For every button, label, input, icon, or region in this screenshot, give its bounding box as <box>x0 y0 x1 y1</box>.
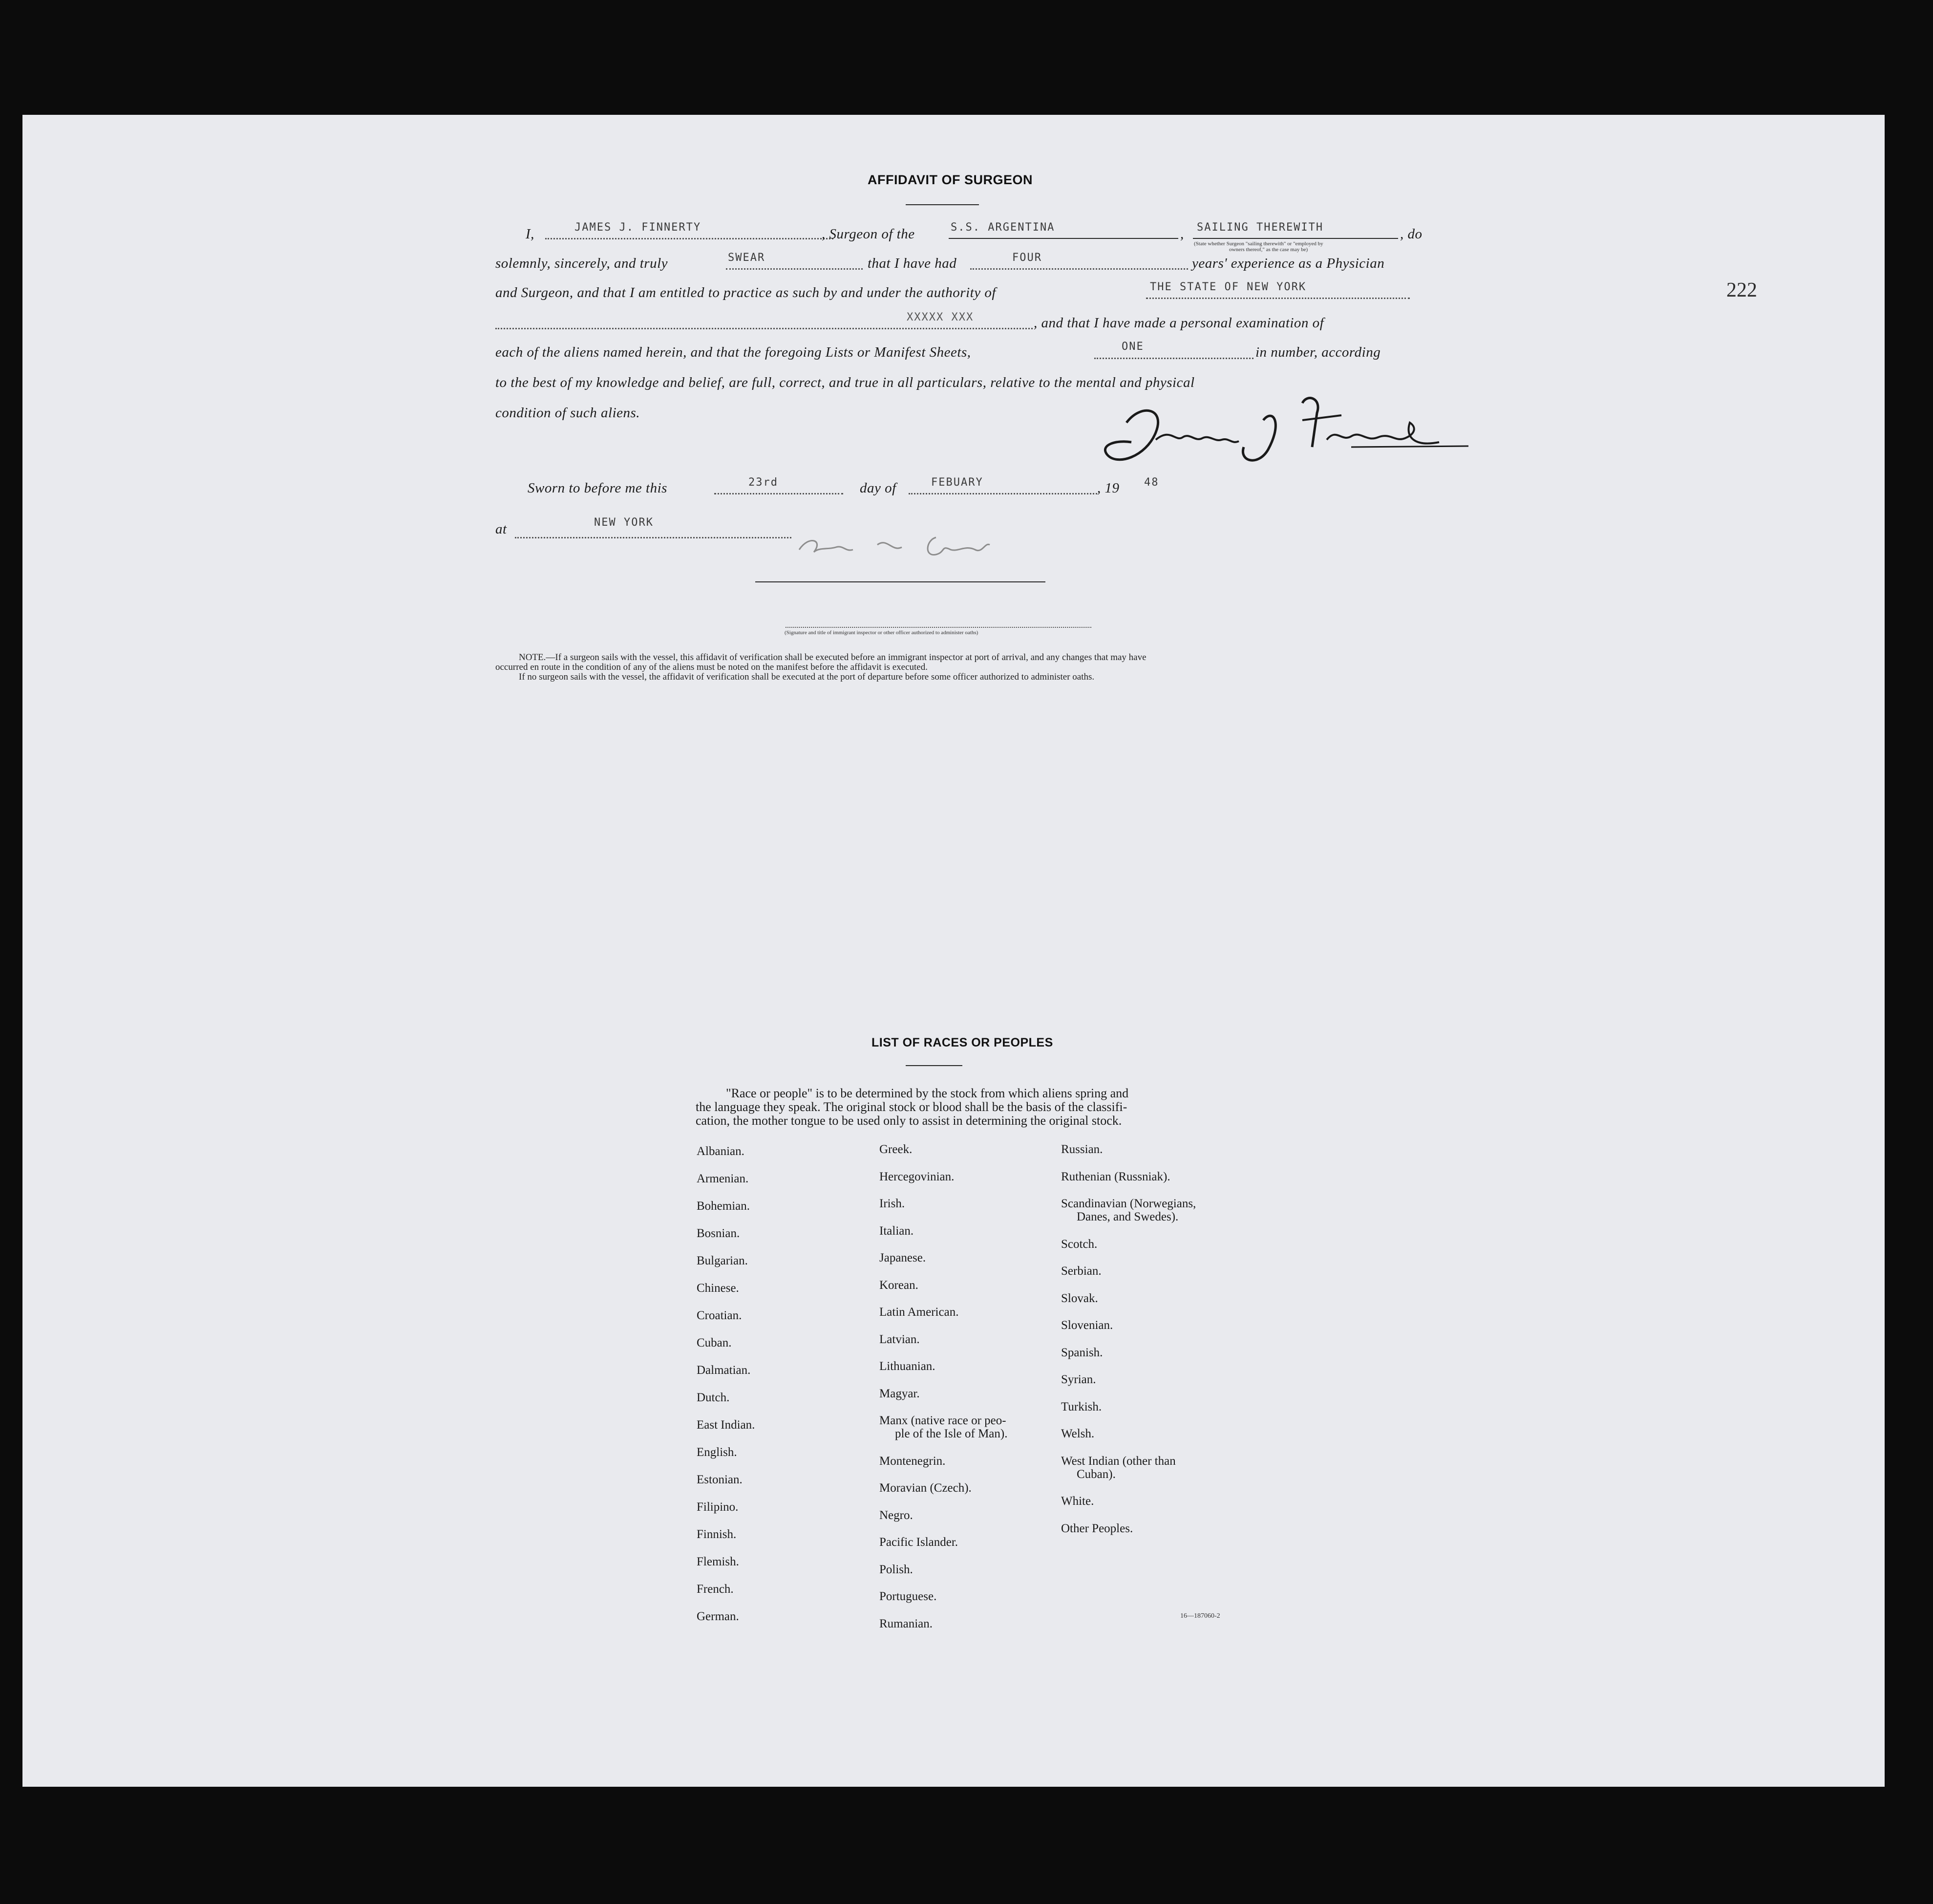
race-item: Estonian. <box>697 1473 743 1486</box>
affidavit-line4-text: , and that I have made a personal examination of <box>1034 315 1324 331</box>
surgeon-status-field: SAILING THEREWITH <box>1197 221 1324 234</box>
affidavit-line1-mid: , Surgeon of the <box>822 226 915 242</box>
race-item: Ruthenian (Russniak). <box>1061 1170 1170 1183</box>
race-item: Spanish. <box>1061 1346 1103 1359</box>
officer-signature <box>789 530 1019 564</box>
race-item: Cuban. <box>697 1336 732 1349</box>
title-underline <box>906 204 979 205</box>
race-item: French. <box>697 1583 734 1596</box>
race-item: Japanese. <box>879 1251 926 1264</box>
race-item: Chinese. <box>697 1282 739 1295</box>
surgeon-name-field: JAMES J. FINNERTY <box>574 221 701 234</box>
sheets-line <box>1094 358 1253 359</box>
race-item: Welsh. <box>1061 1427 1095 1440</box>
officer-signature-line-1 <box>755 581 1045 582</box>
years-field: FOUR <box>1012 252 1042 264</box>
sworn-prefix: Sworn to before me this <box>528 480 667 496</box>
race-item: Slovak. <box>1061 1291 1098 1305</box>
race-item: Flemish. <box>697 1555 739 1568</box>
affidavit-title: AFFIDAVIT OF SURGEON <box>868 172 1033 187</box>
sheets-field: ONE <box>1122 341 1144 353</box>
race-item: East Indian. <box>697 1418 755 1432</box>
affidavit-line2-prefix: solemnly, sincerely, and truly <box>495 256 668 271</box>
race-item: Lithuanian. <box>879 1360 935 1373</box>
sworn-day-field: 23rd <box>748 476 778 489</box>
page-number: 222 <box>1726 279 1757 301</box>
race-item: Armenian. <box>697 1172 749 1185</box>
sworn-day-line <box>714 493 843 494</box>
race-item: Irish. <box>879 1197 905 1210</box>
race-item: Korean. <box>879 1278 918 1292</box>
races-intro-1: "Race or people" is to be determined by the stock from which aliens spring and <box>726 1086 1129 1100</box>
races-intro-2: the language they speak. The original stock or blood shall be the basis of the classifi- <box>696 1100 1127 1114</box>
race-item: Croatian. <box>697 1309 742 1322</box>
race-item: Dalmatian. <box>697 1364 751 1377</box>
race-item: Moravian (Czech). <box>879 1481 972 1495</box>
race-item: Syrian. <box>1061 1373 1096 1386</box>
surgeon-name-line <box>545 238 833 239</box>
race-item: Rumanian. <box>879 1617 933 1630</box>
sworn-month-field: FEBUARY <box>931 476 983 489</box>
race-item: Negro. <box>879 1508 913 1522</box>
sworn-mid: day of <box>860 480 896 496</box>
place-line <box>515 537 791 538</box>
race-item: German. <box>697 1610 739 1623</box>
race-item: Slovenian. <box>1061 1319 1113 1332</box>
document-page <box>22 115 1885 1787</box>
races-title: LIST OF RACES OR PEOPLES <box>871 1036 1053 1049</box>
ship-name-line <box>949 238 1178 239</box>
affidavit-line5-suffix: in number, according <box>1255 344 1381 360</box>
ship-name-field: S.S. ARGENTINA <box>951 221 1055 234</box>
race-item: Bulgarian. <box>697 1254 748 1267</box>
affidavit-line5-prefix: each of the aliens named herein, and that the foregoing Lists or Manifest Sheets, <box>495 344 971 360</box>
at-label: at <box>495 521 507 537</box>
years-line <box>970 268 1188 270</box>
oath-field: SWEAR <box>728 252 765 264</box>
sworn-year-prefix: , 19 <box>1097 480 1120 496</box>
sworn-year-field: 48 <box>1144 476 1159 489</box>
affidavit-line2-mid: that I have had <box>868 256 957 271</box>
race-item: Bohemian. <box>697 1199 750 1213</box>
race-item: Pacific Islander. <box>879 1536 958 1549</box>
race-item: English. <box>697 1446 737 1459</box>
affidavit-line3-text: and Surgeon, and that I am entitled to practice as such by and under the authority of <box>495 285 996 300</box>
race-item: White. <box>1061 1495 1094 1508</box>
race-item: Albanian. <box>697 1145 744 1158</box>
note-line-2: If no surgeon sails with the vessel, the affidavit of verification shall be executed at the port of departure before some officer authorized to administer oaths. <box>519 672 1095 682</box>
race-item: Russian. <box>1061 1143 1103 1156</box>
affidavit-line1-prefix: I, <box>526 226 534 242</box>
affidavit-line2-suffix: years' experience as a Physician <box>1192 256 1385 271</box>
race-item: West Indian (other than <box>1061 1454 1176 1468</box>
officer-signature-line-2 <box>786 627 1091 628</box>
race-item: Latin American. <box>879 1305 959 1319</box>
race-item: Bosnian. <box>697 1227 740 1240</box>
race-item: Dutch. <box>697 1391 730 1404</box>
place-field: NEW YORK <box>594 516 654 529</box>
races-title-underline <box>906 1065 962 1066</box>
race-item: Scotch. <box>1061 1237 1098 1251</box>
race-item: Finnish. <box>697 1528 737 1541</box>
race-item: Filipino. <box>697 1500 739 1514</box>
race-item: Italian. <box>879 1224 914 1238</box>
status-note-2: owners thereof," as the case may be) <box>1229 247 1308 253</box>
affidavit-line6: to the best of my knowledge and belief, are full, correct, and true in all particulars, relative to the mental and physical <box>495 375 1195 390</box>
affidavit-line7: condition of such aliens. <box>495 405 640 421</box>
note-line-1b: occurred en route in the condition of any of the aliens must be noted on the manifest before the affidavit is executed. <box>495 662 928 672</box>
race-item: Other Peoples. <box>1061 1521 1133 1535</box>
race-item: Latvian. <box>879 1332 920 1346</box>
officer-caption: (Signature and title of immigrant inspector or other officer authorized to administer oaths) <box>785 630 978 636</box>
overtyped-field: XXXXX XXX <box>907 311 974 323</box>
oath-line <box>726 268 863 270</box>
race-item: Hercegovinian. <box>879 1170 955 1183</box>
race-item: Polish. <box>879 1562 913 1576</box>
race-item: Scandinavian (Norwegians, <box>1061 1197 1196 1210</box>
race-item: Magyar. <box>879 1387 920 1400</box>
race-item: ple of the Isle of Man). <box>895 1427 1008 1440</box>
race-item: Cuban). <box>1077 1467 1116 1481</box>
race-item: Danes, and Swedes). <box>1077 1210 1179 1223</box>
race-item: Manx (native race or peo- <box>879 1414 1006 1427</box>
authority-line-2 <box>495 328 1033 329</box>
surgeon-signature <box>1097 393 1468 476</box>
race-item: Turkish. <box>1061 1400 1102 1413</box>
authority-line <box>1146 298 1410 299</box>
form-code: 16—187060-2 <box>1180 1612 1220 1620</box>
sworn-month-line <box>909 493 1097 494</box>
affidavit-line1-comma: , <box>1180 226 1184 242</box>
authority-field: THE STATE OF NEW YORK <box>1150 281 1307 293</box>
race-item: Montenegrin. <box>879 1454 946 1468</box>
status-note-1: (State whether Surgeon "sailing therewith" or "employed by <box>1194 241 1323 247</box>
race-item: Serbian. <box>1061 1264 1102 1278</box>
surgeon-status-line <box>1193 238 1398 239</box>
races-intro-3: cation, the mother tongue to be used only to assist in determining the original stock. <box>696 1113 1122 1128</box>
affidavit-line1-suffix: , do <box>1400 226 1423 242</box>
race-item: Greek. <box>879 1143 913 1156</box>
note-line-1a: NOTE.—If a surgeon sails with the vessel, this affidavit of verification shall be executed before an immigrant inspector at port of arrival, and any changes that may have <box>519 652 1147 663</box>
race-item: Portuguese. <box>879 1590 937 1603</box>
